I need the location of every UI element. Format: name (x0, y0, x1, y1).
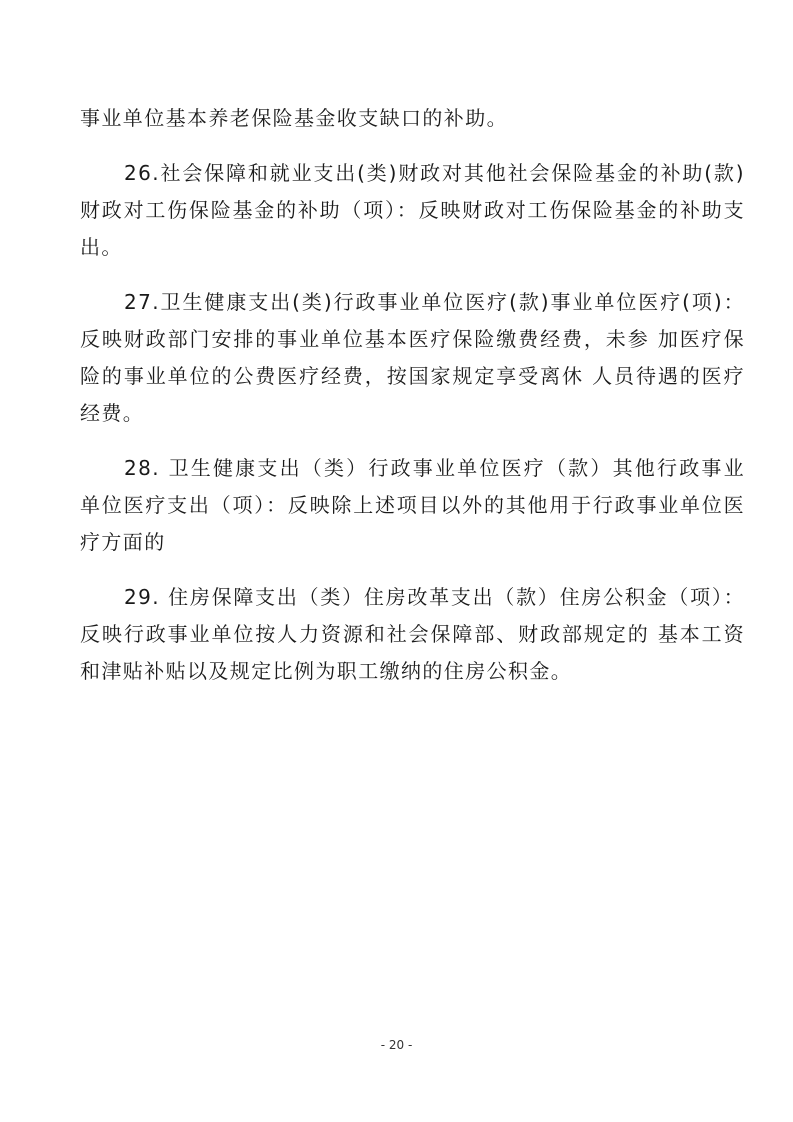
paragraph-continuation: 事业单位基本养老保险基金收支缺口的补助。 (80, 106, 508, 130)
paragraph-item-29: 29. 住房保障支出（类）住房改革支出（款）住房公积金（项）：反映行政事业单位按人力资源和社会保障部、财政部规定的 基本工资和津贴补贴以及规定比例为职工缴纳的住房公积金。 (80, 585, 745, 683)
body-text (80, 100, 745, 690)
page-number: - 20 - (380, 1038, 413, 1052)
paragraph-item-26: 26.社会保障和就业支出(类)财政对其他社会保险基金的补助(款)财政对工伤保险基金的补助（项）：反映财政对工伤保险基金的补助支出。 (80, 161, 745, 259)
paragraph-item-27: 27.卫生健康支出(类)行政事业单位医疗(款)事业单位医疗(项)：反映财政部门安排的事业单位基本医疗保险缴费经费，未参 加医疗保险的事业单位的公费医疗经费，按国家规定享受离休 人员待遇的医疗经费。 (80, 290, 745, 425)
paragraph-item-28: 28. 卫生健康支出（类）行政事业单位医疗（款）其他行政事业单位医疗支出（项）：反映除上述项目以外的其他用于行政事业单位医疗方面的 (80, 456, 745, 554)
